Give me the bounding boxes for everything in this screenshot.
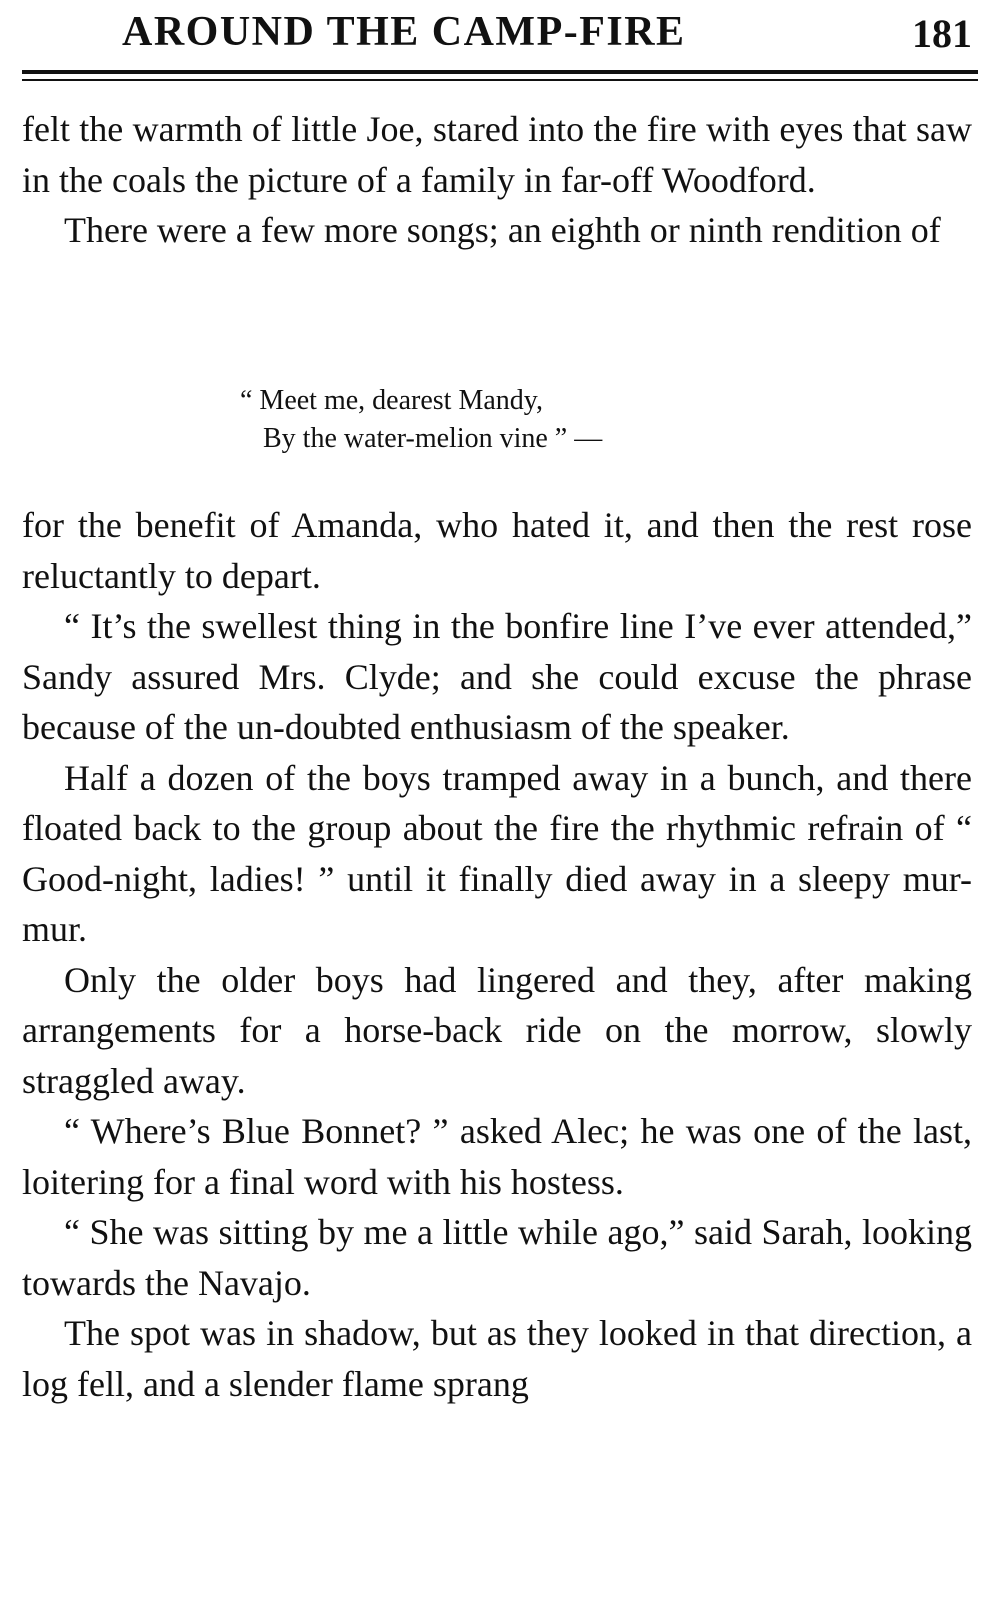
paragraph: “ It’s the swellest thing in the bonfire line I’ve ever attended,” Sandy assured Mrs. Clyde; and she could excuse the phrase because of the un-doubted enthusiasm of the speaker. (22, 606, 972, 747)
header-rule-thick (22, 70, 978, 74)
page-number: 181 (912, 11, 972, 56)
paragraph-continued: felt the warmth of little Joe, stared into the fire with eyes that saw in the coals the picture of a family in far-off Woodford. (22, 109, 972, 200)
song-line: “ Meet me, dearest Mandy, (240, 385, 543, 416)
paragraph: Half a dozen of the boys tramped away in a bunch, and there floated back to the group about the fire the rhythmic refrain of “ Good-night, ladies! ” until it finally died away in a sleepy mur-mur. (22, 757, 972, 949)
paragraph-continued: for the benefit of Amanda, who hated it, and then the rest rose reluctantly to depart. (22, 505, 972, 596)
paragraph: Only the older boys had lingered and they, after making arrangements for a horse-back ride on the morrow, slowly straggled away. (22, 959, 972, 1101)
song-line: By the water-melion vine ” — (263, 423, 603, 454)
paragraph: “ Where’s Blue Bonnet? ” asked Alec; he was one of the last, loitering for a final word with his hostess. (22, 1111, 972, 1202)
running-head (22, 4, 972, 64)
song-quote (240, 382, 602, 458)
text-block-bottom (22, 500, 972, 1409)
paragraph: “ She was sitting by me a little while ago,” said Sarah, looking towards the Navajo. (22, 1212, 972, 1303)
paragraph: There were a few more songs; an eighth or ninth rendition of (64, 210, 941, 250)
paragraph: The spot was in shadow, but as they looked in that direction, a log fell, and a slender flame sprang (22, 1313, 972, 1404)
header-rule-thin (22, 79, 978, 81)
chapter-title: AROUND THE CAMP-FIRE (122, 9, 686, 55)
text-block-top (22, 104, 972, 256)
